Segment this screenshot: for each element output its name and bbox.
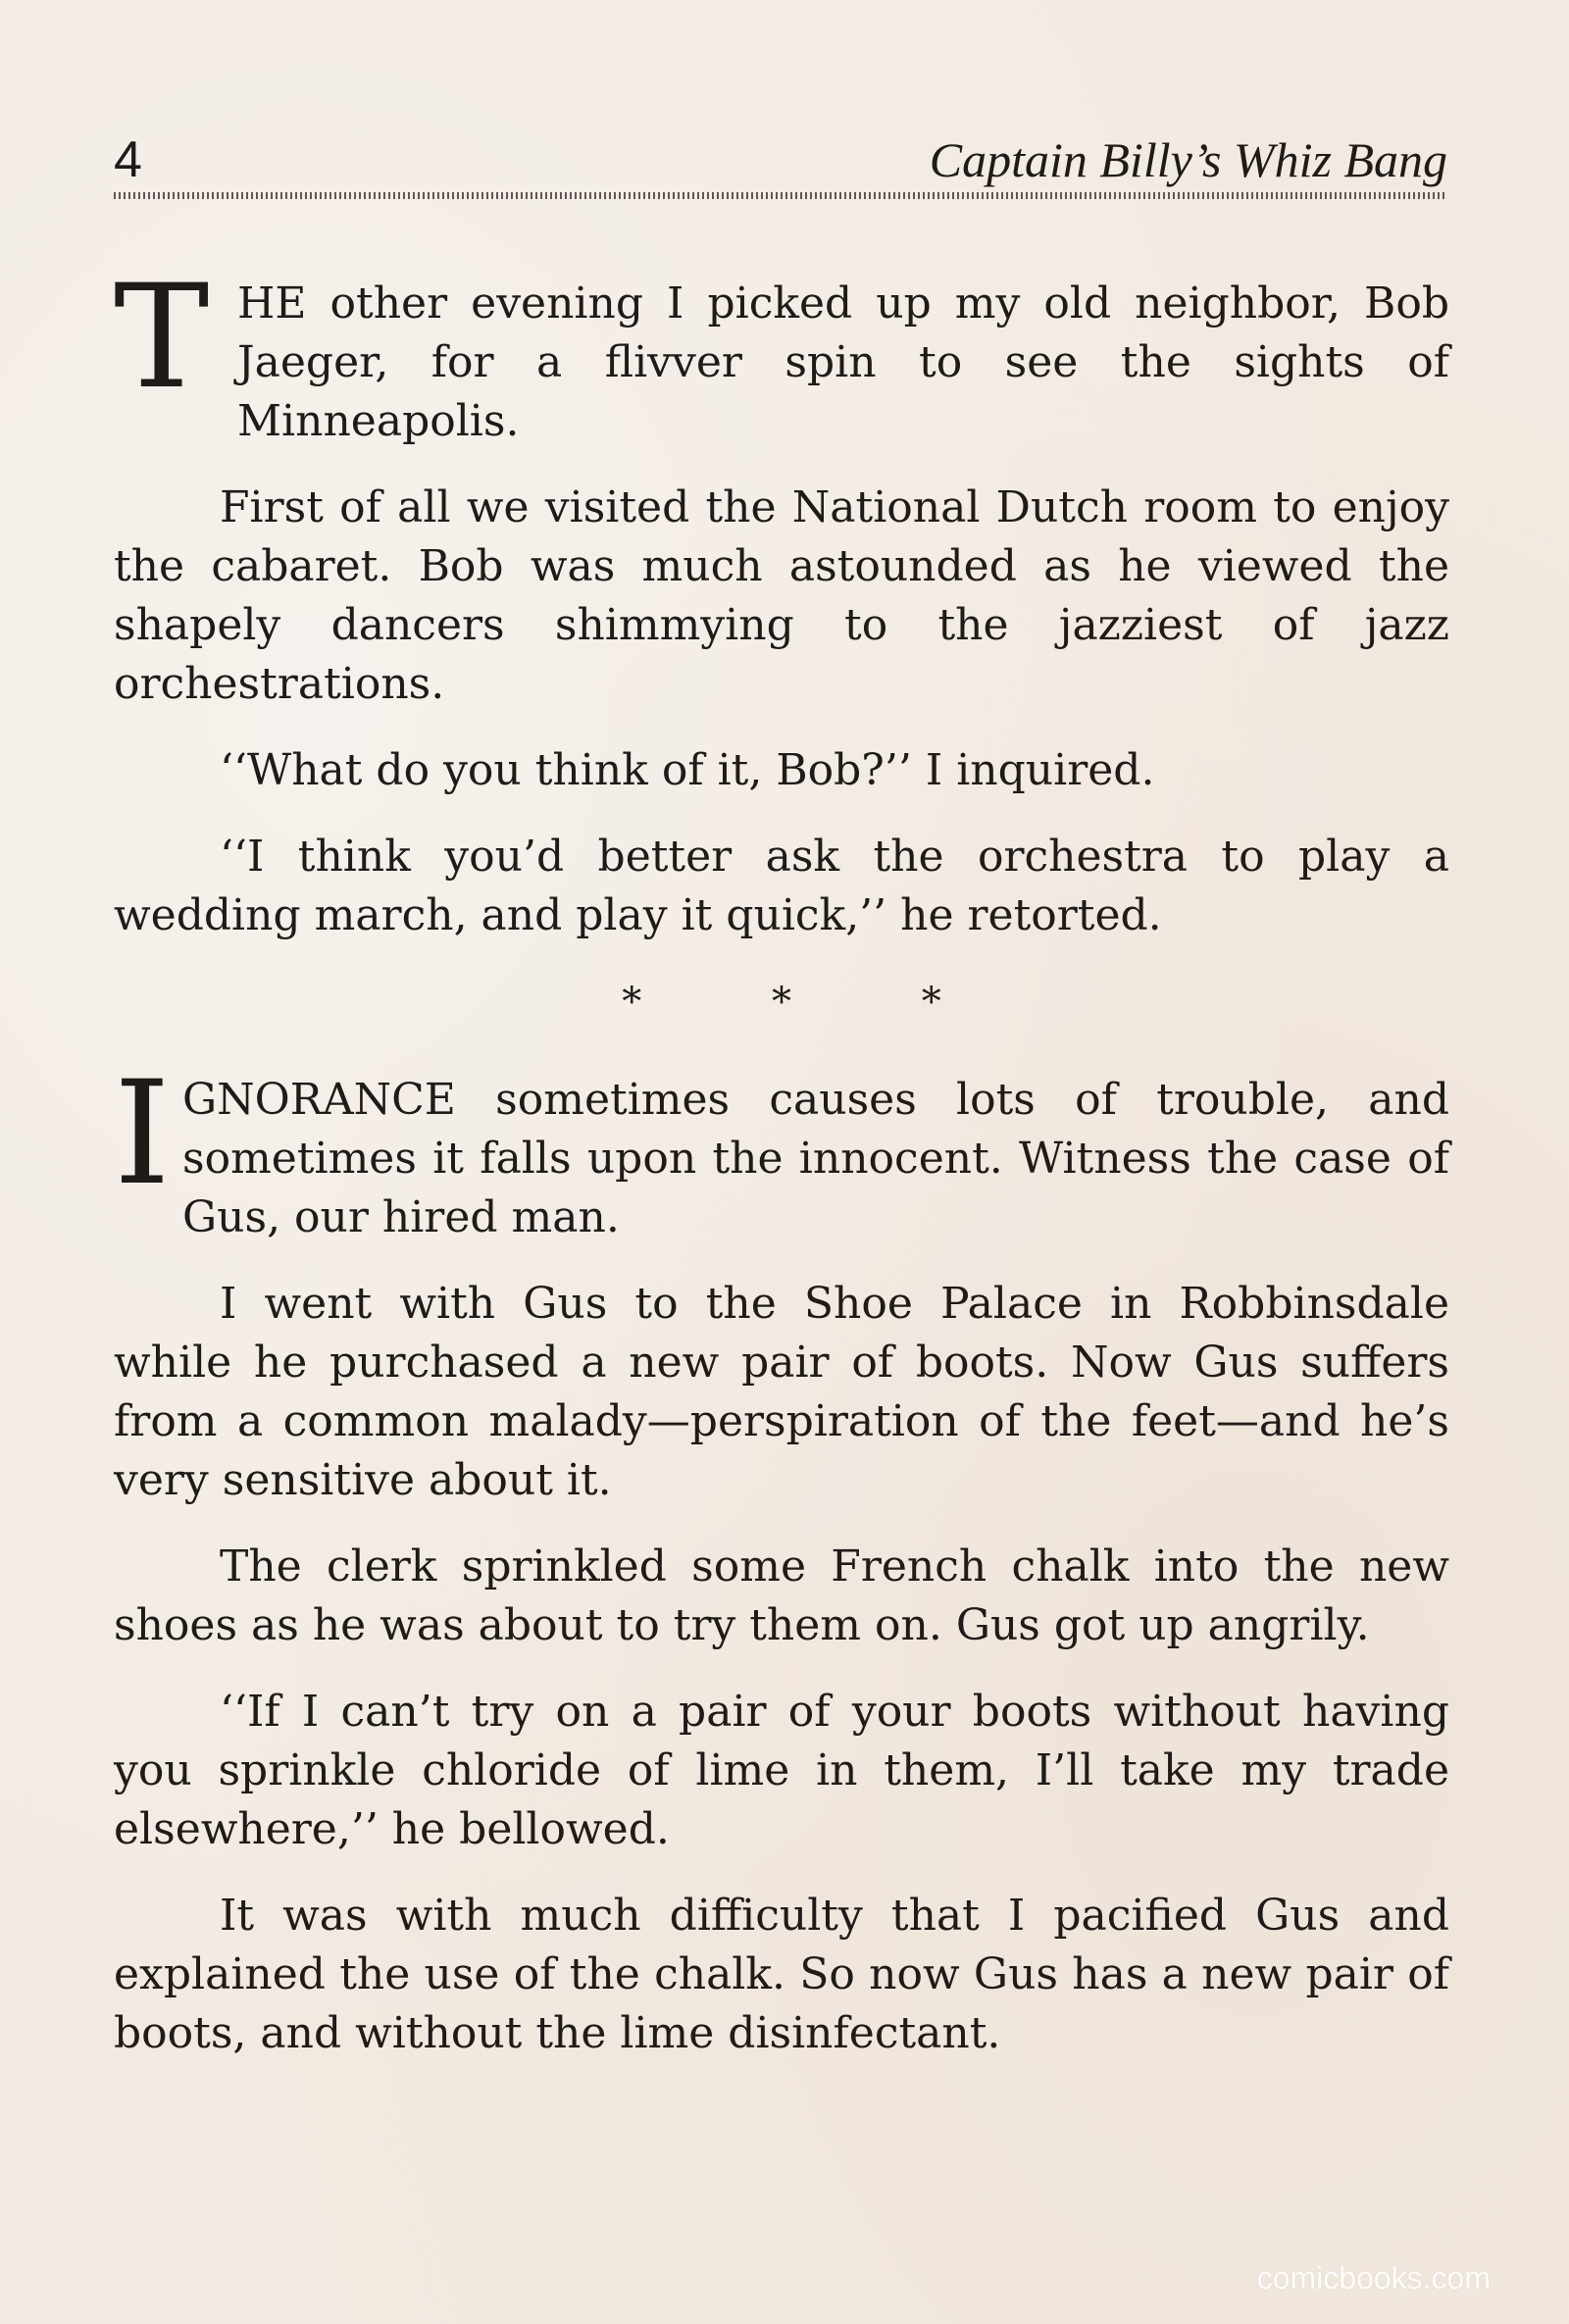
paragraph: I went with Gus to the Shoe Palace in Robbinsdale while he purchased a new pair of boots. Now Gus suffers from a common malady—perspiration of the feet—and he’s very sensitive about it. <box>114 1279 1449 1505</box>
drop-cap: T <box>114 254 210 421</box>
paragraph: ‘‘What do you think of it, Bob?’’ I inquired. <box>220 745 1155 795</box>
paragraph: ‘‘If I can’t try on a pair of your boots without having you sprinkle chloride of lime in them, I’ll take my trade elsewhere,’’ he bellowed. <box>114 1687 1449 1854</box>
paragraph: ‘‘I think you’d better ask the orchestra to play a wedding march, and play it quick,’’ he retorted. <box>114 832 1449 940</box>
opening-paragraph: GNORANCE sometimes causes lots of trouble, and sometimes it falls upon the innocent. Witness the case of Gus, our hired man. <box>182 1075 1449 1242</box>
story-2-opening <box>114 1050 1449 1247</box>
story-1-opening <box>114 254 1449 451</box>
running-title: Captain Billy’s Whiz Bang <box>929 132 1447 187</box>
paragraph: The clerk sprinkled some French chalk into the new shoes as he was about to try them on. Gus got up angrily. <box>114 1541 1449 1650</box>
paragraph: It was with much difficulty that I pacified Gus and explained the use of the chalk. So now Gus has a new pair of boots, and without the lime disinfectant. <box>114 1891 1449 2058</box>
section-separator: * * * <box>622 980 1000 1025</box>
header-rule <box>114 192 1447 199</box>
watermark: comicbooks.com <box>1256 2260 1491 2296</box>
page-header <box>114 126 1447 194</box>
drop-cap: I <box>114 1050 171 1217</box>
paragraph: First of all we visited the National Dutch room to enjoy the cabaret. Bob was much astounded as he viewed the shapely dancers shimmying to the jazziest of jazz orchestrations. <box>114 482 1449 709</box>
page-number: 4 <box>114 131 142 188</box>
opening-paragraph: HE other evening I picked up my old neighbor, Bob Jaeger, for a flivver spin to see the sights of Minneapolis. <box>237 278 1449 446</box>
page-body <box>114 254 1449 2091</box>
